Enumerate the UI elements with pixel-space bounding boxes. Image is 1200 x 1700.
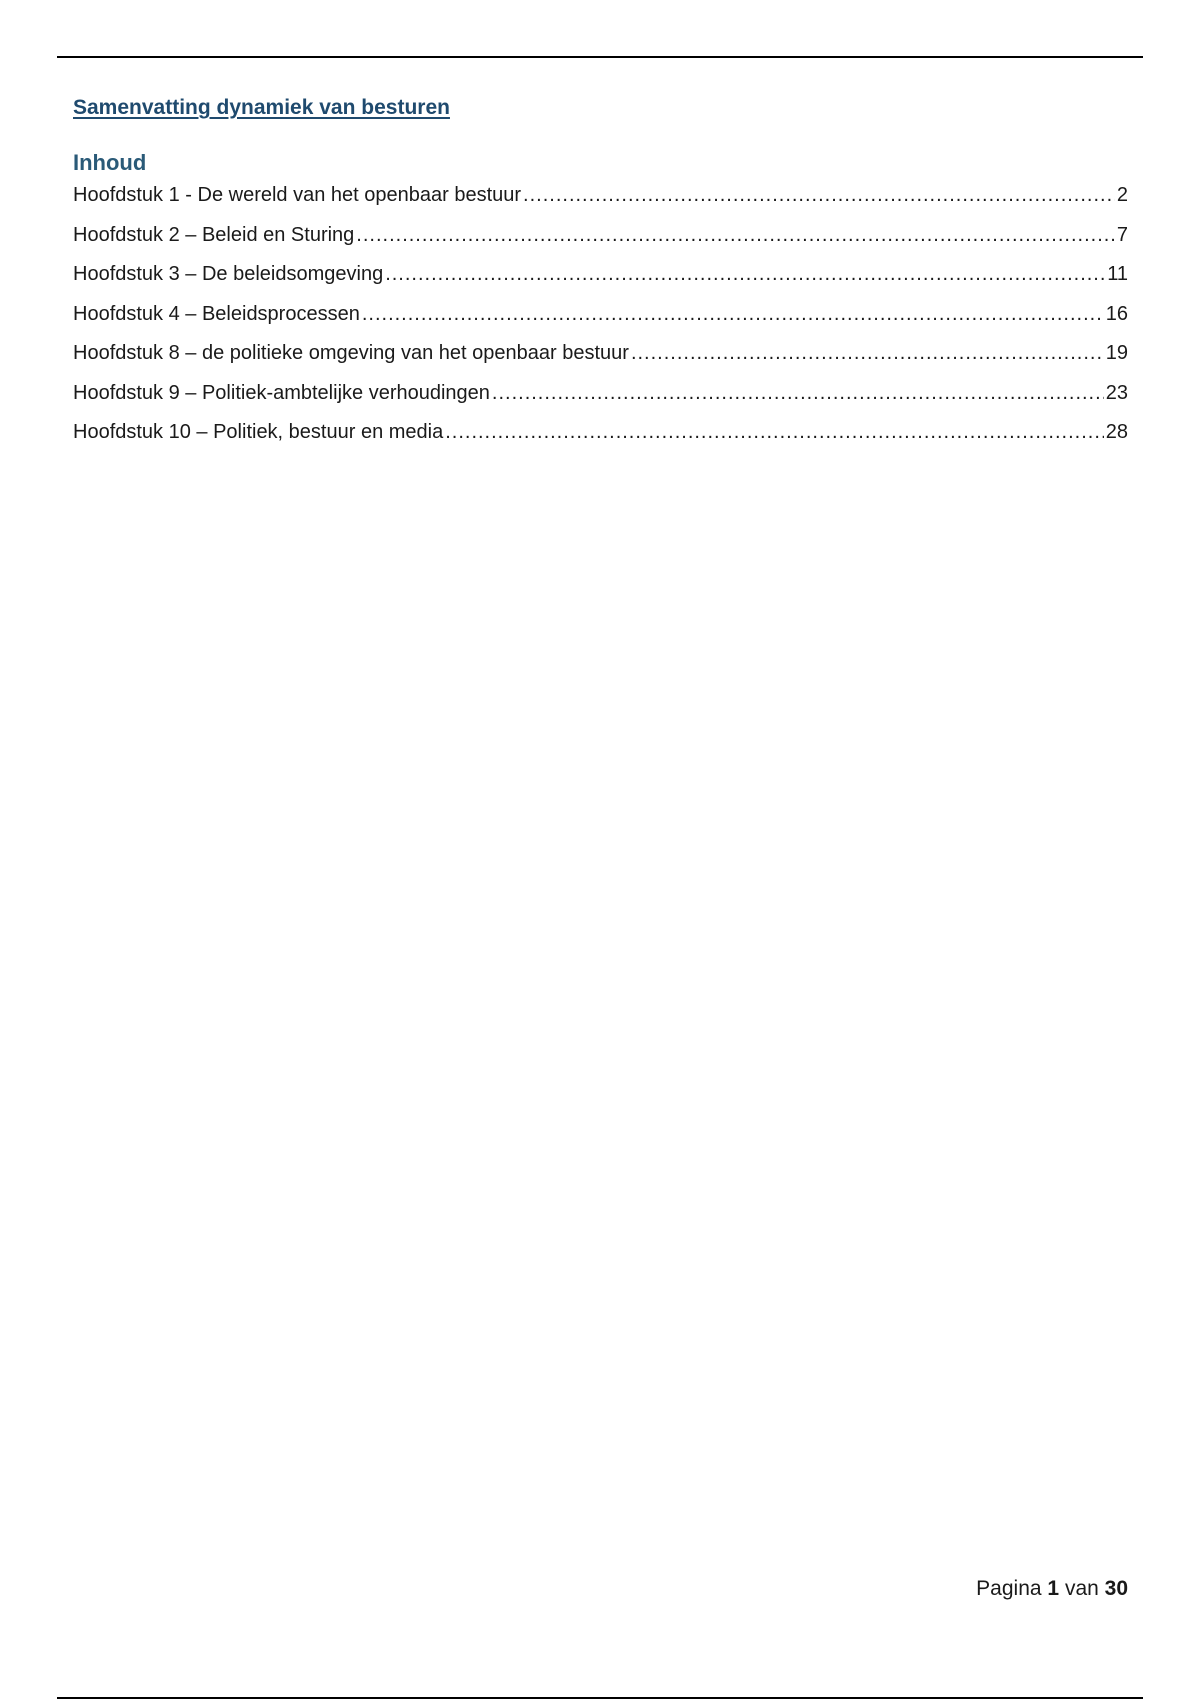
toc-entry-label: Hoofdstuk 9 – Politiek-ambtelijke verhoudingen — [73, 381, 490, 404]
page-number-total: 30 — [1104, 1577, 1128, 1600]
toc-dot-leader — [385, 255, 1105, 295]
toc-entry-page: 2 — [1116, 184, 1128, 206]
toc-entry-chapter-3[interactable] — [73, 255, 1128, 295]
header-rule — [57, 56, 1143, 58]
toc-dot-leader — [492, 374, 1104, 414]
page-number-current: 1 — [1047, 1577, 1060, 1600]
toc-dot-leader — [523, 176, 1115, 216]
table-of-contents — [73, 176, 1128, 453]
page-number-separator: van — [1064, 1577, 1099, 1600]
footer-rule — [57, 1697, 1143, 1699]
toc-entry-page: 7 — [1116, 223, 1128, 246]
toc-entry-page: 16 — [1105, 302, 1128, 325]
toc-entry-label: Hoofdstuk 1 - De wereld van het openbaar bestuur — [73, 184, 522, 206]
toc-dot-leader — [356, 216, 1115, 256]
toc-entry-page: 11 — [1107, 263, 1128, 285]
document-title: Samenvatting dynamiek van besturen — [73, 96, 450, 119]
toc-entry-chapter-10[interactable] — [73, 413, 1128, 453]
page-number-prefix: Pagina — [976, 1577, 1042, 1600]
toc-entry-page: 28 — [1105, 421, 1128, 443]
toc-entry-chapter-4[interactable] — [73, 295, 1128, 335]
toc-dot-leader — [631, 334, 1104, 374]
toc-entry-chapter-2[interactable] — [73, 216, 1128, 256]
toc-entry-label: Hoofdstuk 3 – De beleidsomgeving — [73, 263, 384, 285]
toc-entry-chapter-8[interactable] — [73, 334, 1128, 374]
toc-entry-label: Hoofdstuk 8 – de politieke omgeving van het openbaar bestuur — [73, 342, 629, 364]
toc-entry-page: 19 — [1105, 342, 1128, 364]
toc-entry-chapter-9[interactable] — [73, 374, 1128, 414]
toc-dot-leader — [362, 295, 1104, 335]
toc-dot-leader — [445, 413, 1104, 453]
toc-entry-label: Hoofdstuk 2 – Beleid en Sturing — [73, 223, 355, 246]
page-number — [976, 1577, 1128, 1601]
toc-entry-label: Hoofdstuk 4 – Beleidsprocessen — [73, 302, 360, 325]
toc-entry-chapter-1[interactable] — [73, 176, 1128, 216]
toc-entry-label: Hoofdstuk 10 – Politiek, bestuur en media — [73, 421, 444, 443]
toc-entry-page: 23 — [1105, 381, 1128, 404]
toc-heading: Inhoud — [73, 150, 147, 175]
